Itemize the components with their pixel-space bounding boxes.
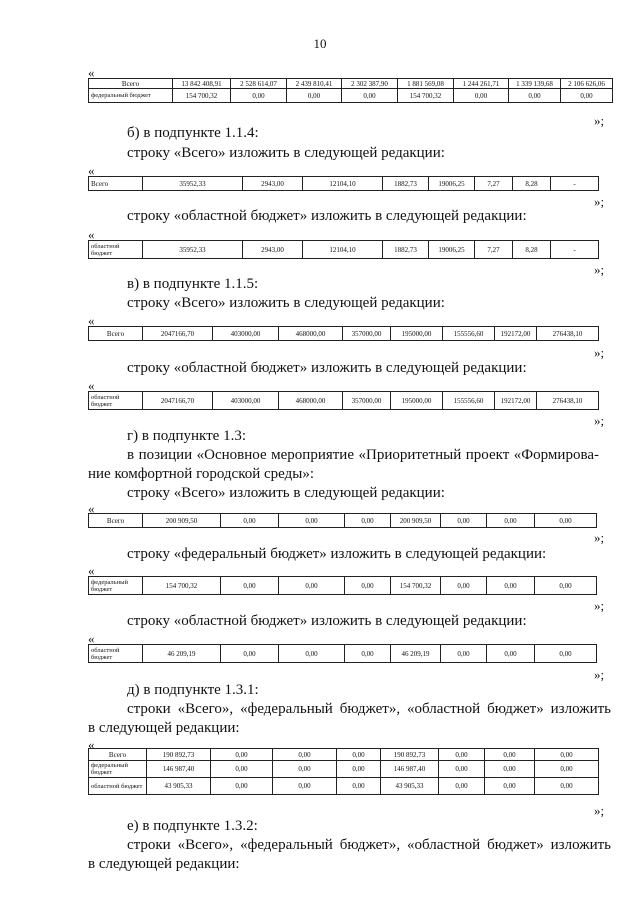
table-cell: федеральный бюджет (89, 761, 147, 778)
table-cell: 190 892,73 (381, 749, 439, 761)
open-quote: « (88, 65, 95, 80)
table-cell: 8,28 (513, 177, 551, 191)
table-cell: 154 700,32 (173, 89, 231, 103)
subsection-d-line-2: в следующей редакции: (88, 720, 240, 736)
subsection-d-heading: д) в подпункте 1.3.1: (127, 682, 259, 698)
table-cell: 190 892,73 (147, 749, 211, 761)
table-cell: 0,00 (441, 645, 487, 663)
table-cell: 0,00 (441, 577, 487, 595)
table-row (89, 514, 597, 528)
table-cell: 0,00 (273, 778, 337, 795)
table-cell: областной бюджет (89, 241, 143, 259)
table-cell: 0,00 (535, 749, 599, 761)
table-cell: 0,00 (487, 645, 535, 663)
table-cell: 46 209,19 (143, 645, 221, 663)
open-quote: « (88, 501, 95, 516)
table-v-total (88, 326, 599, 341)
table-cell: 0,00 (439, 761, 485, 778)
table-cell: 0,00 (221, 577, 279, 595)
table-row (89, 645, 597, 663)
table-cell: 155556,60 (443, 392, 495, 410)
table-total-federal (88, 78, 613, 103)
table-cell: 0,00 (439, 778, 485, 795)
subsection-b-line-2: строку «областной бюджет» изложить в следующей редакции: (127, 208, 527, 224)
table-cell: федеральный бюджет (89, 89, 173, 103)
table-cell: 0,00 (287, 89, 342, 103)
subsection-g-line-4: строку «федеральный бюджет» изложить в следующей редакции: (127, 546, 547, 562)
open-quote: « (88, 163, 95, 178)
table-cell: 0,00 (221, 514, 279, 528)
subsection-e-line-2: в следующей редакции: (88, 856, 240, 872)
table-cell: 200 909,50 (143, 514, 221, 528)
table-cell: 0,00 (535, 761, 599, 778)
table-cell: 2 528 614,07 (231, 79, 287, 89)
table-cell: 0,00 (487, 577, 535, 595)
open-quote: « (88, 227, 95, 242)
table-cell: 192172,00 (495, 327, 537, 341)
subsection-d-line-1: строки «Всего», «федеральный бюджет», «областной бюджет» изложить (127, 701, 611, 717)
table-cell: 35952,33 (143, 241, 243, 259)
subsection-g-heading: г) в подпункте 1.3: (127, 428, 246, 444)
table-cell: 146 987,40 (147, 761, 211, 778)
close-quote: »; (594, 113, 605, 128)
table-cell: - (551, 177, 599, 191)
table-cell: 154 700,32 (398, 89, 454, 103)
table-cell: 0,00 (231, 89, 287, 103)
table-row (89, 89, 613, 103)
subsection-g-line-5: строку «областной бюджет» изложить в следующей редакции: (127, 613, 527, 629)
table-cell: 13 842 408,91 (173, 79, 231, 89)
table-cell: 195000,00 (391, 392, 443, 410)
table-cell: 0,00 (441, 514, 487, 528)
table-cell: 0,00 (485, 761, 535, 778)
subsection-b-heading: б) в подпункте 1.1.4: (127, 125, 259, 141)
table-cell: 1 339 139,68 (509, 79, 561, 89)
open-quote: « (88, 563, 95, 578)
table-d (88, 748, 599, 795)
table-cell: 2047166,70 (143, 327, 213, 341)
close-quote: »; (594, 345, 605, 360)
subsection-v-heading: в) в подпункте 1.1.5: (127, 276, 259, 292)
table-cell: 154 700,32 (391, 577, 441, 595)
table-cell: 12104,10 (303, 177, 383, 191)
close-quote: »; (594, 667, 605, 682)
table-g-regional (88, 644, 597, 663)
table-cell: Всего (89, 749, 147, 761)
close-quote: »; (594, 530, 605, 545)
table-cell: 403000,00 (213, 392, 279, 410)
table-cell: 1 881 569,08 (398, 79, 454, 89)
table-cell: Всего (89, 79, 173, 89)
table-cell: 0,00 (509, 89, 561, 103)
table-cell: Всего (89, 514, 143, 528)
table-cell: 357000,00 (343, 327, 391, 341)
table-cell: 12104,10 (303, 241, 383, 259)
table-row (89, 749, 599, 761)
table-row (89, 392, 599, 410)
subsection-g-line-2: ние комфортной городской среды»: (88, 466, 315, 482)
table-cell: 155556,60 (443, 327, 495, 341)
table-cell: 0,00 (337, 749, 381, 761)
subsection-v-line-2: строку «областной бюджет» изложить в следующей редакции: (127, 360, 527, 376)
table-cell: 200 909,50 (391, 514, 441, 528)
table-v-regional (88, 391, 599, 410)
table-cell: 0,00 (337, 778, 381, 795)
table-cell: 0,00 (485, 778, 535, 795)
table-cell: 0,00 (454, 89, 509, 103)
table-cell: 2943,00 (243, 177, 303, 191)
table-cell: 19006,25 (429, 241, 475, 259)
table-cell: 276438,10 (537, 327, 599, 341)
table-cell: 0,00 (485, 749, 535, 761)
table-row (89, 778, 599, 795)
subsection-g-line-1: в позиции «Основное мероприятие «Приоритетный проект «Формирова- (127, 447, 599, 463)
table-cell: 0,00 (535, 645, 597, 663)
open-quote: « (88, 737, 95, 752)
table-g-federal (88, 576, 597, 595)
subsection-e-line-1: строки «Всего», «федеральный бюджет», «областной бюджет» изложить (127, 837, 611, 853)
table-row (89, 761, 599, 778)
table-b-regional (88, 240, 599, 259)
open-quote: « (88, 313, 95, 328)
table-cell: 0,00 (535, 778, 599, 795)
table-cell: 357000,00 (343, 392, 391, 410)
table-b-total (88, 176, 599, 191)
table-row (89, 177, 599, 191)
table-cell: 0,00 (345, 645, 391, 663)
table-cell: 2 106 626,06 (561, 79, 613, 89)
table-cell: 7,27 (475, 241, 513, 259)
table-g-total (88, 513, 597, 528)
table-cell: 8,28 (513, 241, 551, 259)
table-cell: 195000,00 (391, 327, 443, 341)
table-cell: 46 209,19 (391, 645, 441, 663)
table-row (89, 241, 599, 259)
table-cell: 0,00 (279, 577, 345, 595)
table-cell: областной бюджет (89, 645, 143, 663)
table-cell: 0,00 (221, 645, 279, 663)
subsection-v-line-1: строку «Всего» изложить в следующей редакции: (127, 295, 445, 311)
table-cell: 2047166,70 (143, 392, 213, 410)
table-cell: 0,00 (273, 761, 337, 778)
table-cell: 0,00 (345, 514, 391, 528)
table-cell: 0,00 (279, 514, 345, 528)
table-cell: 0,00 (535, 514, 597, 528)
table-cell: 1 244 261,71 (454, 79, 509, 89)
close-quote: »; (594, 413, 605, 428)
subsection-b-line-1: строку «Всего» изложить в следующей редакции: (127, 145, 445, 161)
table-cell: 2 439 810,41 (287, 79, 342, 89)
table-cell: 468000,00 (279, 327, 343, 341)
table-row (89, 327, 599, 341)
table-cell: 19006,25 (429, 177, 475, 191)
table-cell: 0,00 (211, 778, 273, 795)
subsection-g-line-3: строку «Всего» изложить в следующей редакции: (127, 485, 445, 501)
table-cell: 0,00 (561, 89, 613, 103)
table-cell: - (551, 241, 599, 259)
table-cell: 146 987,40 (381, 761, 439, 778)
table-cell: областной бюджет (89, 392, 143, 410)
table-cell: областной бюджет (89, 778, 147, 795)
table-cell: Всего (89, 327, 143, 341)
open-quote: « (88, 378, 95, 393)
page-number: 10 (313, 36, 327, 51)
table-cell: 0,00 (345, 577, 391, 595)
table-cell: 0,00 (337, 761, 381, 778)
table-cell: 0,00 (342, 89, 398, 103)
subsection-e-heading: е) в подпункте 1.3.2: (127, 818, 258, 834)
table-cell: 192172,00 (495, 392, 537, 410)
table-cell: 0,00 (211, 761, 273, 778)
table-cell: федеральный бюджет (89, 577, 143, 595)
close-quote: »; (594, 598, 605, 613)
table-cell: 1882,73 (383, 241, 429, 259)
table-cell: 0,00 (535, 577, 597, 595)
table-cell: Всего (89, 177, 143, 191)
close-quote: »; (594, 803, 605, 818)
table-cell: 154 700,32 (143, 577, 221, 595)
table-cell: 2943,00 (243, 241, 303, 259)
open-quote: « (88, 631, 95, 646)
table-cell: 403000,00 (213, 327, 279, 341)
table-cell: 43 905,33 (147, 778, 211, 795)
table-cell: 0,00 (439, 749, 485, 761)
table-cell: 0,00 (487, 514, 535, 528)
table-cell: 276438,10 (537, 392, 599, 410)
table-cell: 7,27 (475, 177, 513, 191)
close-quote: »; (594, 194, 605, 209)
table-row (89, 577, 597, 595)
table-cell: 43 905,33 (381, 778, 439, 795)
close-quote: »; (594, 262, 605, 277)
table-cell: 1882,73 (383, 177, 429, 191)
table-cell: 2 302 387,90 (342, 79, 398, 89)
table-cell: 35952,33 (143, 177, 243, 191)
table-cell: 0,00 (279, 645, 345, 663)
table-row (89, 79, 613, 89)
table-cell: 0,00 (273, 749, 337, 761)
table-cell: 468000,00 (279, 392, 343, 410)
table-cell: 0,00 (211, 749, 273, 761)
